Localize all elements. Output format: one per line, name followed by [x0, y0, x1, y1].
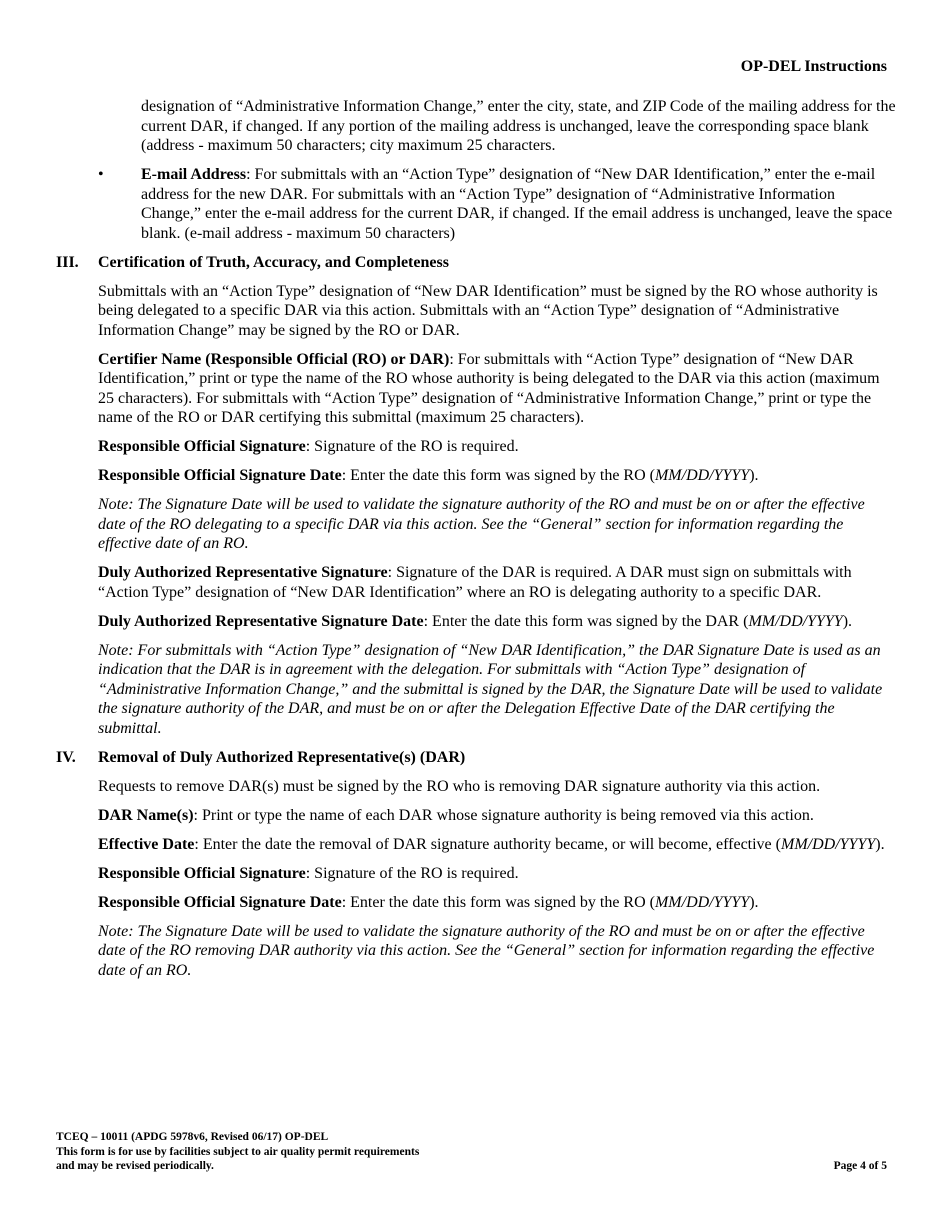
dar-names-paragraph	[98, 806, 896, 826]
dar-signature-date-close: ).	[842, 612, 853, 630]
section-3-title: Certification of Truth, Accuracy, and Completeness	[98, 253, 449, 271]
ro-signature-date-text: : Enter the date this form was signed by the RO (	[341, 467, 655, 484]
certifier-name-label: Certifier Name (Responsible Official (RO) or DAR)	[98, 350, 450, 368]
removal-ro-signature-paragraph	[98, 864, 896, 884]
bullet-dot: •	[98, 166, 104, 183]
effective-date-format: MM/DD/YYYY	[780, 835, 876, 853]
certifier-name-text: : For submittals with “Action Type” designation of “New DAR Identification,” print or type the name of the RO whose authority is being delegated to the DAR via this action (maximum 25 characters). For submittals with “Action Type” designation of “Administrative Information Change,” print or type the name of the RO or DAR certifying this submittal (maximum 25 characters).	[98, 350, 880, 426]
ro-signature-date-paragraph	[98, 466, 896, 486]
mailing-address-continuation: designation of “Administrative Information Change,” enter the city, state, and ZIP Code of the mailing address for the current DAR, if changed. If any portion of the mailing address is unchanged, leave the corresponding space blank (address - maximum 50 characters; city maximum 25 characters.	[141, 98, 896, 154]
removal-ro-signature-date-paragraph	[98, 893, 896, 913]
dar-signature-date-format: MM/DD/YYYY	[748, 612, 843, 630]
section-4-title: Removal of Duly Authorized Representative(s) (DAR)	[98, 748, 466, 766]
email-address-text: : For submittals with an “Action Type” designation of “New DAR Identification,” enter the e-mail address for the new DAR. For submittals with an “Action Type” designation of “Administrative Information Change,” enter the e-mail address for the current DAR, if changed. If the email address is unchanged, leave the space blank. (e-mail address - maximum 50 characters)	[141, 166, 893, 242]
ro-signature-text: : Signature of the RO is required.	[305, 438, 519, 455]
dar-names-text: : Print or type the name of each DAR whose signature authority is being removed via this action.	[193, 806, 814, 824]
dar-names-label: DAR Name(s)	[98, 806, 194, 824]
certifier-name-paragraph	[98, 350, 896, 428]
page-number: Page 4 of 5	[833, 1160, 887, 1172]
ro-signature-label: Responsible Official Signature	[98, 438, 306, 455]
effective-date-label: Effective Date	[98, 835, 195, 853]
dar-signature-date-label: Duly Authorized Representative Signature Date	[98, 612, 424, 630]
dar-signature-date-text: : Enter the date this form was signed by the DAR (	[423, 612, 749, 630]
dar-signature-date-paragraph	[98, 612, 896, 632]
dar-signature-text: : Signature of the DAR is required. A DAR must sign on submittals with “Action Type” designation of “New DAR Identification” where an RO is delegating authority to a specific DAR.	[98, 564, 852, 601]
effective-date-paragraph	[98, 835, 896, 855]
footer-form-info	[56, 1130, 419, 1174]
dar-signature-paragraph	[98, 563, 896, 602]
effective-date-close: ).	[875, 835, 885, 853]
section-3-number: III.	[56, 253, 79, 271]
ro-signature-paragraph	[98, 437, 896, 457]
footer-usage-line: This form is for use by facilities subject to air quality permit requirements	[56, 1145, 420, 1158]
removal-ro-signature-date-label: Responsible Official Signature Date	[98, 893, 342, 911]
ro-signature-date-close: ).	[749, 467, 759, 484]
dar-signature-label: Duly Authorized Representative Signature	[98, 564, 388, 581]
footer-form-id: TCEQ – 10011 (APDG 5978v6, Revised 06/17) OP-DEL	[56, 1131, 329, 1143]
document-body	[56, 97, 896, 990]
section-3-heading	[56, 253, 896, 273]
removal-ro-signature-date-close: ).	[749, 893, 759, 911]
footer-revision-line: and may be revised periodically.	[56, 1160, 214, 1172]
email-address-label: E-mail Address	[141, 166, 247, 183]
section-3-intro: Submittals with an “Action Type” designation of “New DAR Identification” must be signed by the RO whose authority is being delegated to a specific DAR via this action. Submittals with an “Action Type” designation of “Administrative Information Change” may be signed by the RO or DAR.	[98, 282, 878, 339]
effective-date-text: : Enter the date the removal of DAR signature authority became, or will become, effective (	[194, 835, 781, 853]
removal-ro-signature-date-text: : Enter the date this form was signed by the RO (	[341, 893, 655, 911]
section-4-intro: Requests to remove DAR(s) must be signed by the RO who is removing DAR signature authority via this action.	[98, 777, 821, 795]
section-4-note: Note: The Signature Date will be used to validate the signature authority of the RO and must be on or after the effective date of the RO removing DAR authority via this action. See the “General” section for information regarding the effective date of an RO.	[98, 922, 875, 979]
section-4-heading	[56, 748, 896, 768]
removal-ro-signature-text: : Signature of the RO is required.	[305, 864, 519, 882]
removal-ro-signature-label: Responsible Official Signature	[98, 864, 306, 882]
ro-signature-date-format: MM/DD/YYYY	[654, 467, 750, 484]
email-address-bullet	[56, 165, 896, 243]
ro-signature-date-label: Responsible Official Signature Date	[98, 467, 342, 484]
section-3-note-dar: Note: For submittals with “Action Type” designation of “New DAR Identification,” the DAR Signature Date is used as an indication that the DAR is in agreement with the delegation. For submittals with “Action Type” designation of “Administrative Information Change,” and the submittal is signed by the DAR, the Signature Date will be used to validate the signature authority of the DAR, and must be on or after the Delegation Effective Date of the DAR certifying the submittal.	[98, 641, 883, 737]
section-4-number: IV.	[56, 748, 76, 766]
page-header-title: OP-DEL Instructions	[740, 58, 887, 75]
section-3-note-ro: Note: The Signature Date will be used to validate the signature authority of the RO and must be on or after the effective date of the RO delegating to a specific DAR via this action. See the “General” section for information regarding the effective date of an RO.	[98, 496, 865, 552]
removal-ro-signature-date-format: MM/DD/YYYY	[654, 893, 750, 911]
